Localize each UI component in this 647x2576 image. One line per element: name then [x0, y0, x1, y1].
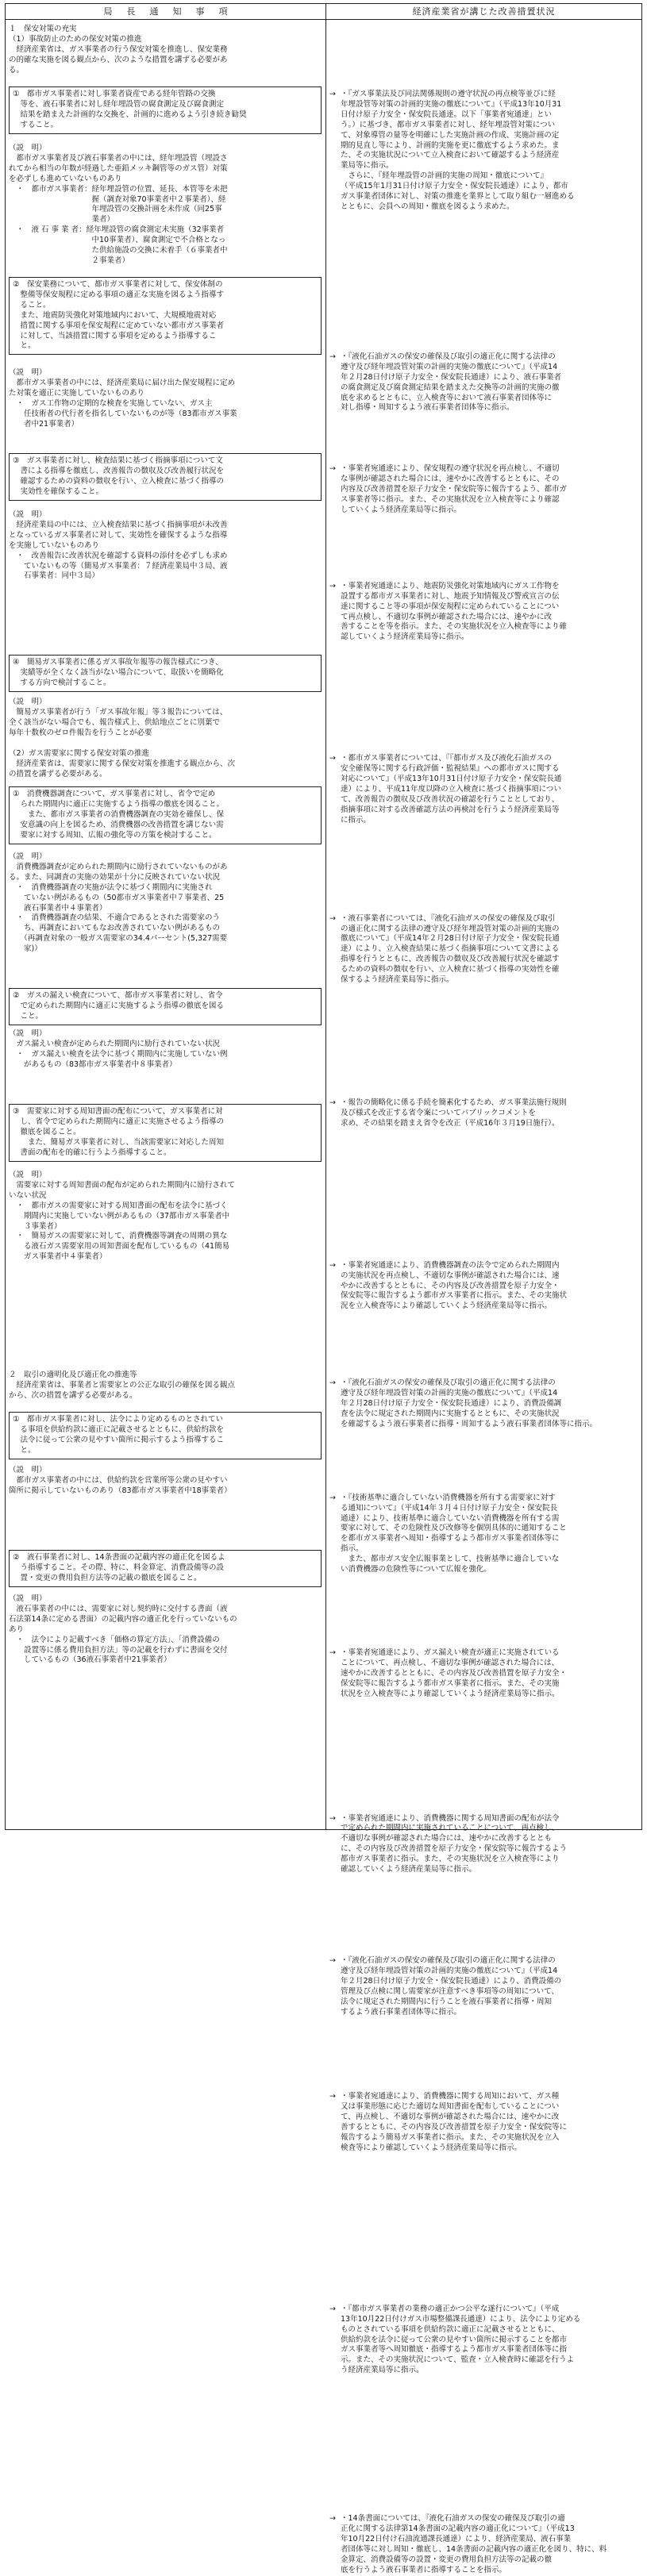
measure-text-15: ・『都市ガス事業者の業務の適正かつ公平な遂行について』（平成 13年10月22日付けガス市場整備課長通達）により、法令により定める ものとされている事項を供給約款に適正に記載させるとともに、 供給約款を法令に従って公衆の見やすい箇所に掲示することを都市 ガス事業者等へ周知徹底・指導するよう都市ガス事業者団体等に指 示。また、その実施状況について、監査・立入検査時に確認を行うよ う経済産業局等に指示。: [341, 2304, 581, 2375]
measure-text-7: ・報告の簡略化に係る手続を簡素化するため、ガス事業法施行規則 及び様式を改正する省令案についてパブリックコメントを 求め、その結果を踏まえ省令を改正（平成16年３月19日施行）。: [341, 1098, 567, 1128]
section-1-2-intro: 経済産業省は、需要家に関する保安対策を推進する観点から、次 の措置を講ずる必要がある。: [9, 759, 236, 779]
explanation-9: （説 明） 液石事業者の中には、需要家に対し契約時に交付する書面（液 石法第14条に定める書面）の記載内容の適正化を行っていないもの あり ・ 法令により記載すべき「価格の算定方法」、「消費設備の 設置等に係る費用負担方法」等の記載を行わずに書面を交付 しているもの（36液石事業者中21事業者）: [9, 1594, 237, 1665]
explanation-6: （説 明） ガス漏えい検査が定められた期間内に励行されていない状況 ・ ガス漏えい検査を法令に基づく期間内に実施していない例 があるもの（83都市ガス事業者中８事業者）: [9, 1029, 228, 1069]
section-2-intro: 経済産業省は、事業者と需要家との公正な取引の確保を図る観点 から、次の措置を講ずる必要がある。: [9, 1381, 236, 1400]
arrow-icon: →: [329, 913, 336, 923]
table-header: [6, 4, 641, 20]
explanation-4: （説 明） 簡易ガス事業者が行う「ガス事故年報」等３報告については、 全く該当がない場合でも、報告様式上、供給地点ごとに別葉で 毎年十数枚のゼロ件報告を行うことが必要: [9, 698, 228, 737]
measure-text-13: ・『液化石油ガスの保安の確保及び取引の適正化に関する法律の 遵守及び経年埋設管対策の計画的実施の徹底について』（平成14 年２月28日付け原子力安全・保安院長通達）により、消費設備の 管理及び点検に関し需要家が注意すべき事項等の周知について、 法令に規定された期間内に行うことを液石事業者に指導・周知 するよう液石事業者団体等に指示。: [341, 1955, 562, 2017]
header-right: 経済産業省が講じた改善措置状況: [412, 6, 556, 17]
measure-text-5: ・都市ガス事業者については、『『都市ガス及び液化石油ガスの 安全確保等に関する行政評価・監視結果』への都市ガスに関する 対応について』（平成13年10月31日付け原子力安全・保安院長通 達）により、平成11年度以降の立入検査に基づく指摘事項につい て、改善報告の徴収及び改善状況の確認を行うこととしており、 指摘事項に対する改善確認方法の再検討を行うよう経済産業局等 に指示。: [341, 754, 562, 825]
measure-text-4: ・事業者宛通達により、地震防災強化対策地域内にガス工作物を 設置する都市ガス事業者に対し、地震予知情報及び警戒宣言の伝 達に関すること等の事項が保安規程に定められていることについ て再点検し、不適切な事例が確認された場合には、速やかに改 善することを等を指示。また、その実施状況を立入検査等により確 認していくよう経済産業局等に指示。: [341, 581, 568, 642]
measure-text-10: ・『技術基準に適合していない消費機器を所有する需要家に対す る通知について』（平成14年３月４日付け原子力安全・保安院長 通達）により、技術基準に適合していない消費機器を所有する需 要家に対して、その危険性及び改修等を個別具体的に通知すること を都市ガス事業者へ周知・指導するよう都市ガス事業者団体等に 指示。 また、都市ガス安全広報事業として、技術基準に適合していな い消費機器の危険性等について広報を強化。: [341, 1493, 567, 1574]
section-1-2-title: （2）ガス需要家に関する保安対策の推進: [9, 749, 150, 758]
measure-item-1: [329, 90, 639, 213]
measure-item-5: [329, 754, 639, 825]
measure-text-9: ・『液化石油ガスの保安の確保及び取引の適正化に関する法律の 遵守及び経年埋設管対策の計画的実施の徹底について』（平成14 年２月28日付け原子力安全・保安院長通達）により、消費設備調 査を法令に規定された期間内に実施するとともに、その実施状況 を確認するよう液石事業者に指導・周知するよう液石事業者団体等に指示。: [341, 1378, 598, 1428]
section-1-1-title: （1）事故防止のための保安対策の推進: [9, 35, 142, 44]
right-column: [329, 25, 639, 2574]
header-left: 局長通知事項: [103, 6, 242, 17]
explanation-2: （説 明） 都市ガス事業者の中には、経済産業局に届け出た保安規程に定め た対策を適正に実施していないものあり ・ ガス工作物の定期的な検査を実施していない、ガス主 任技術者の代行者を指名していないものが等（83都市ガス事業 者中21事業者）: [9, 368, 237, 429]
directive-box-4: ④ 簡易ガス事業者に係るガス事故年報等の報告様式につき、 実績等が全くなく該当がない場合について、取扱いを簡略化 する方向で検討すること。: [9, 655, 322, 692]
arrow-icon: →: [329, 1813, 336, 1823]
arrow-icon: →: [329, 352, 336, 361]
arrow-icon: →: [329, 2514, 336, 2524]
arrow-icon: →: [329, 754, 336, 763]
explanation-1: （説 明） 都市ガス事業者及び液石事業者の中には、経年埋設管（埋設さ れてから相当の年数が経過した亜鉛メッキ鋼管等のガス管）対策 を必ずしも進めていないものあり ・ 都市ガス事業者：経年埋設管の位置、延長、本管等を未把 握（調査対象70事業者中２事業者）、経 年埋設管の交換計画を未作成（同25事 業者） ・ 液 石 事 業 者：経年埋設管の腐食測定未実施（32事業者 中10事業者）、腐食測定で不合格となっ た供給施設の交換に未着手（６事業者中 ２事業者）: [9, 144, 228, 265]
explanation-8: （説 明） 都市ガス事業者の中には、供給約款を営業所等公衆の見やすい 箇所に掲示していないものあり（83都市ガス事業者中18事業者）: [9, 1466, 232, 1495]
arrow-icon: →: [329, 581, 336, 590]
arrow-icon: →: [329, 2092, 336, 2101]
document-table: [5, 3, 642, 2574]
section-2-title: ２ 取引の適明化及び適正化の推進等: [9, 1371, 137, 1379]
measure-text-8: ・事業者宛通達により、消費機器調査の法令で定められた期間内 の実施状況を再点検し、不適切な事例が確認された場合には、速 やかに改善するとともに、その内容及び改善措置を原子力安全・ 保安院等に報告するよう都市ガス事業者に指示。また、その実施状 況を立入検査等により確認していくよう経済産業局等に指示。: [341, 1260, 568, 1311]
directive-box-6: ② ガスの漏えい検査について、都市ガス事業者に対し、省令 で定められた期間内に適正に実施するよう指導の徹底を図る こと。: [9, 988, 322, 1025]
measure-item-11: [329, 1648, 639, 1700]
measure-text-1: ・『ガス事業法及び同法関係規則の遵守状況の再点検等並びに経 年埋設管等対策の計画的実施の徹底について』（平成13年10月31 日付け原子力安全・保安院長通達。以下「事業者宛通達」とい う。）に基づき、都市ガス事業者に対し、経年埋設管対策につい て、対象導管の量等を明確にした実施計画の作成、実施計画の定 期的見直し等により、計画的実施を更に徹底するよう求めた。ま た、その実施状況について立入検査において確認するよう経済産 業局等に指示。 さらに、『経年埋設管の計画的実施の周知・徹底について』 （平成15年1月31日付け原子力安全・保安院長通達）により、都市 ガス事業者団体に対し、対策の推進を業界として取り組む一層進める とともに、会員への周知・徹底を図るよう求めた。: [341, 90, 575, 211]
measure-item-10: [329, 1494, 639, 1575]
column-divider: [325, 4, 326, 1829]
directive-box-3: ③ ガス事業者に対し、検査結果に基づく指摘事項について文 書による指導を徹底し、改善報告の徴収及び改善履行状況を 確認するための資料の徴収を行い、立入検査に基づく指導の 実効性を確保すること。: [9, 453, 322, 501]
measure-text-2: ・『液化石油ガスの保安の確保及び取引の適正化に関する法律の 遵守及び経年埋設管対策の計画的実施の徹底について』（平成14 年２月28日付け原子力安全・保安院長通達）により、液石事業者 の腐食測定及び腐食測定結果を踏まえた交換等の計画的実施の徹 底を求めるとともに、立入検査等において液石事業者団体等に 対し指導・周知するよう液石事業者団体等に指示。: [341, 352, 562, 413]
measure-text-6: ・液石事業者については、『液化石油ガスの保安の確保及び取引 の適正化に関する法律の遵守及び経年埋設管対策の計画的実施の 徹底について』（平成14年２月28日付け原子力安全・保安院長通 達）により、立入検査結果に基づく指摘事項について文書による 指導を行うとともに、改善報告の徴収及び改善履行状況を確認す るための資料の徴収を行い、立入検査に基づく指導の実効性を確 保するよう経済産業局等に指示。: [341, 913, 560, 985]
arrow-icon: →: [329, 2304, 336, 2313]
arrow-icon: →: [329, 1493, 336, 1502]
arrow-icon: →: [329, 90, 336, 98]
measure-item-12: [329, 1814, 639, 1875]
explanation-5: （説 明） 消費機器調査が定められた期間内に励行されていないものがあ る。また、同調査の実施の効果が十分に反映されていない状況 ・ 消費機器調査の実施が法令に基づく期間内に実施され ていない例があるもの（50都市ガス事業者中７事業者、25 液石事業者中４事業者） ・ 消費機器調査の結果、不適合であるとされた需要家のう ち、再調査においてもなお改善されていない例があるもの （再調査対象の一般ガス需要家の34.4パーセント(5,327需要 家)）: [9, 852, 228, 954]
measure-text-11: ・事業者宛通達により、ガス漏えい検査が適正に実施されている ことについて、再点検し、不適切な事例が確認された場合には、 速やかに改善するとともに、その内容及び改善措置を原子力安全・ 保安院等に報告するよう都市ガス事業者に指示。また、その実施 状況を立入検査等により確認していくよう経済産業局等に指示。: [341, 1648, 568, 1698]
directive-box-2: ② 保安業務について、都市ガス事業者に対して、保安体制の 整備等保安規程に定める事項の適正な実施を図るよう指導す ること。 また、地震防災強化対策地域内において、大規模地震対応 措置に関する事項を保安規程に定めていない都市ガス事業者 に対して、当該措置に関する事項を定めるよう指導するこ と。: [9, 277, 322, 355]
arrow-icon: →: [329, 1260, 336, 1270]
measure-item-15: [329, 2305, 639, 2376]
measure-text-14: ・事業者宛通達により、消費機器に関する周知において、ガス種 又は事業形態に応じた適切な周知書面を配布していることについ て、再点検し、不適切な事例が確認された場合には、速やかに改 善するとともに、その内容及び改善措置を原子力安全・保安院等に 報告するよう簡易ガス事業者に指示。また、その実施状況を立入 検査等により確認していくよう経済産業局等に指示。: [341, 2092, 568, 2152]
measure-item-3: [329, 464, 639, 516]
measure-item-8: [329, 1261, 639, 1313]
measure-item-4: [329, 582, 639, 643]
measure-item-14: [329, 2092, 639, 2153]
measure-item-6: [329, 914, 639, 986]
arrow-icon: →: [329, 464, 336, 474]
directive-box-5: ① 消費機器調査について、ガス事業者に対し、省令で定め られた期間内に適正に実施するよう指導の徹底を図ること。 また、都市ガス事業者の消費機器調査の実効を確保し、保 安意識の向上を図るため、消費機器の改善措置を講じない需 要家に対する周知、広報の強化等の方策を検討すること。: [9, 786, 322, 844]
directive-box-7: ③ 需要家に対する周知書面の配布について、ガス事業者に対 し、省令で定められた期間内に適正に実施させるよう指導の 徹底を図ること。 また、簡易ガス事業者に対し、当該需要家に対応した周知 書面の配布を的確に行うよう指導すること。: [9, 1104, 322, 1162]
section-1-title: １ 保安対策の充実: [9, 25, 77, 33]
measure-item-9: [329, 1378, 639, 1430]
measure-item-16: [329, 2514, 639, 2575]
arrow-icon: →: [329, 1378, 336, 1388]
measure-text-3: ・事業者宛通達により、保安規程の遵守状況を再点検し、不適切 な事例が確認された場合には、速やかに改善するとともに、その 内容及び改善措置を原子力安全・保安院等に報告するよう、都市ガ ス事業者等に指示。また、その実施状況を立入検査等により確認 していくよう経済産業局等に指示。: [341, 464, 568, 514]
measure-item-13: [329, 1956, 639, 2017]
measure-item-2: [329, 352, 639, 413]
explanation-7: （説 明） 需要家に対する周知書面の配布が定められた期間内に励行されて いない状況 ・ 都市ガスの需要家に対する周知書面の配布を法令に基づく 期間内に実施していない例があるもの（37都市ガス事業者中 ３事業者） ・ 簡易ガスの需要家に対して、消費機器等調査の周期の異な る液石ガス需要家用の周知書面を配布しているもの（41簡易 ガス事業者中４事業者）: [9, 1171, 236, 1262]
measure-text-12: ・事業者宛通達により、消費機器に関する周知書面の配布が法令 で定められた期間内に実施されていることについて、再点検し、 不適切な事例が確認された場合には、速やかに改善するととも に、その内容及び改善措置を原子力安全・保安院等に報告するよう 都市ガス事業者に指示。また、その実施状況を立入検査等により 確認していくよう経済産業局等に指示。: [341, 1813, 568, 1874]
explanation-3: （説 明） 経済産業局の中には、立入検査結果に基づく指摘事項が未改善 となっているガス事業者に対して、実効性を確保するような指導 を実施していないものあり ・ 改善報告に改善状況を確認する資料の添付を必ずしも求め ていないもの等（簡易ガス事業者：７経済産業局中３局、液 石事業者：同中３局）: [9, 510, 228, 581]
arrow-icon: →: [329, 1648, 336, 1657]
directive-box-8: ① 都市ガス事業者に対し、法令により定めるものとされてい る事項を供給約款に適正に記載させるとともに、供給約款を 法令に従って公衆の見やすい箇所に掲示するよう指導するこ と。: [9, 1412, 322, 1459]
directive-box-1: ① 都市ガス事業者に対し事業者資産である経年管路の交換 等を、液石事業者に対し経年埋設管の腐食測定及び腐食測定 結果を踏まえた計画的な交換を、計画的に進めるよう引き続き勧奨 すること。: [9, 87, 322, 134]
measure-item-7: [329, 1098, 639, 1129]
section-1-1-intro: 経済産業省は、ガス事業者の行う保安対策を推進し、保安業務 の的確な実施を図る観点から、次のような措置を講ずる必要があ る。: [9, 45, 228, 75]
arrow-icon: →: [329, 1098, 336, 1107]
measure-text-16: ・14条書面については、『液化石油ガスの保安の確保及び取引の適 正化に関する法律第14条書面の記載内容の適正化について』（平成13 年10月22日付け石油流通課長通達）により、経済産業局、液石事業 者団体等に対し周知・徹底し、14条書面の記載内容の適正化を図り、特に、料 金算定、消費設備等の設置・変更の費用負担方法等の記載の徹 底を行うよう液石事業者に指導することを指示。: [341, 2514, 607, 2574]
arrow-icon: →: [329, 1955, 336, 1965]
directive-box-9: ② 液石事業者に対し、14条書面の記載内容の適正化を図るよ う指導すること。その際、特に、料金算定、消費設備等の設 置・変更の費用負担方法等の記載の徹底を図ること。: [9, 1550, 322, 1587]
